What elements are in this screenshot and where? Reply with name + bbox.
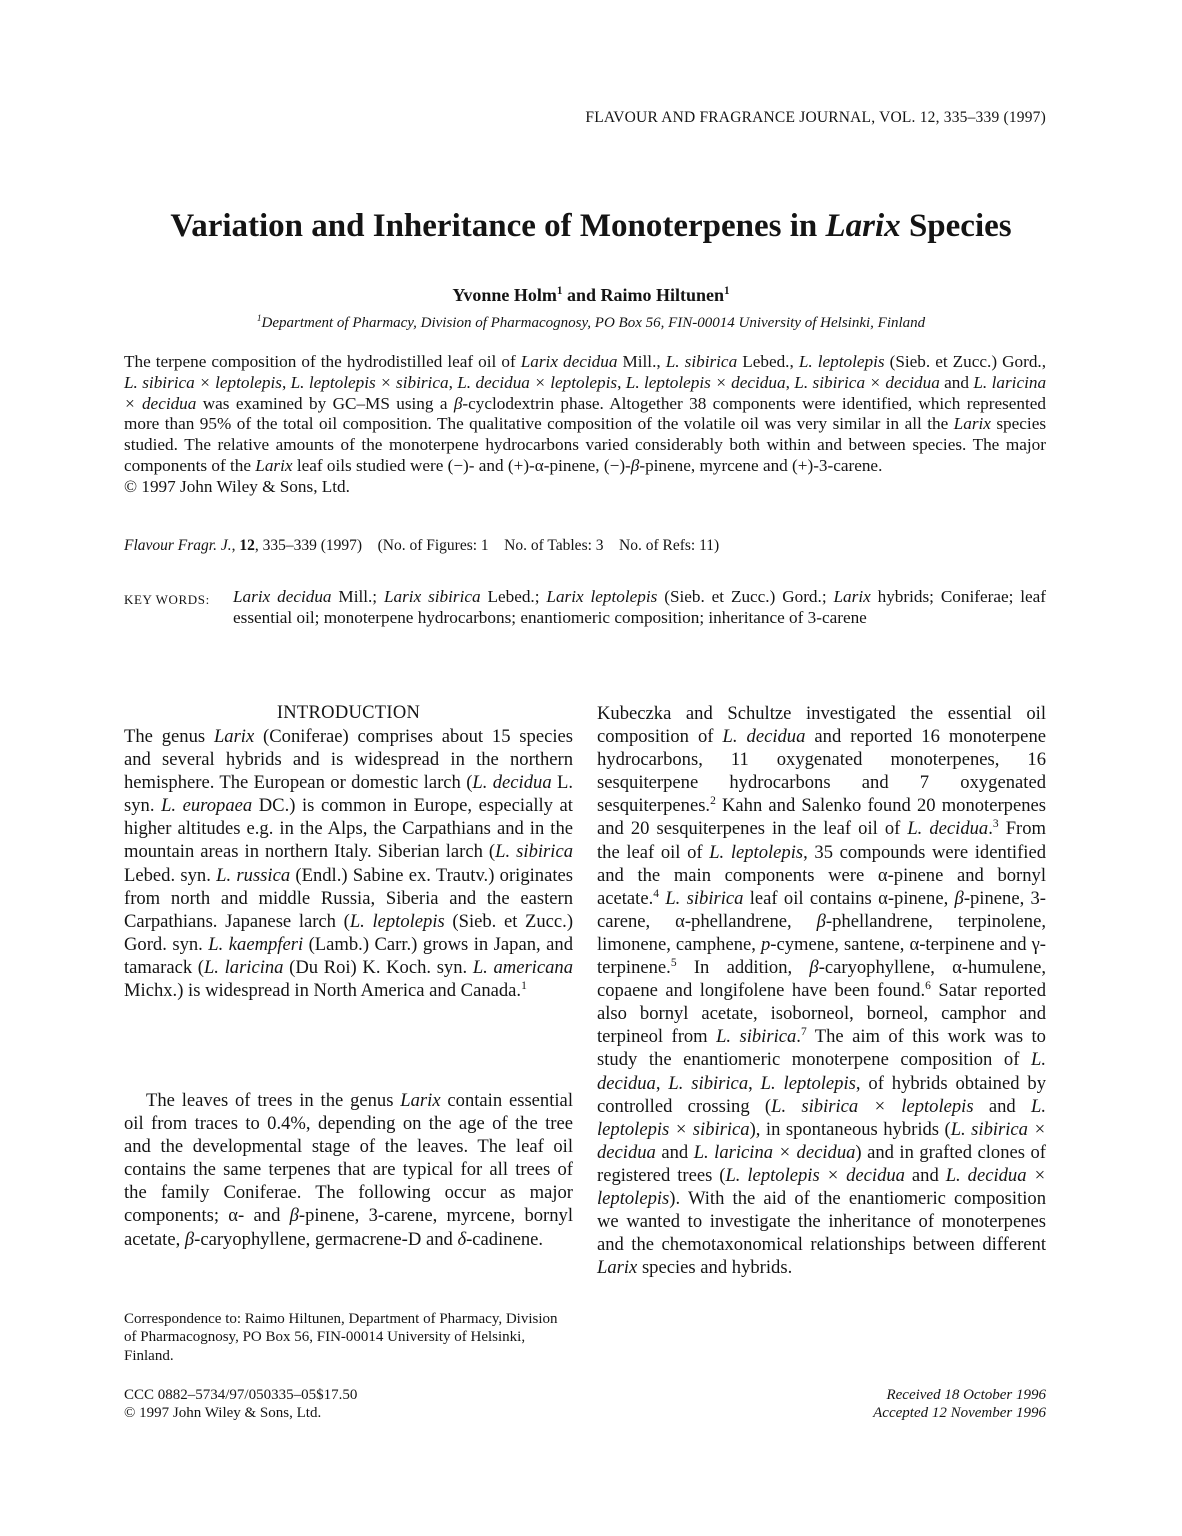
- received-accepted-dates: Received 18 October 1996 Accepted 12 November 1996: [873, 1387, 1046, 1422]
- author-hiltunen: Raimo Hiltunen: [600, 285, 725, 305]
- intro-paragraph-1: The genus Larix (Coniferae) comprises about 15 species and several hybrids and is widespread in the northern hemisphere. The European or domestic larch (L. decidua L. syn. L. europaea DC.) is common in Europe, especially at higher altitudes e.g. in the Alps, the Carpathians and in the mountain areas in northern Italy. Siberian larch (L. sibirica Lebed. syn. L. russica (Endl.) Sabine ex. Trautv.) originates from north and middle Russia, Siberia and the eastern Carpathians. Japanese larch (L. leptolepis (Sieb. et Zucc.) Gord. syn. L. kaempferi (Lamb.) Carr.) grows in Japan, and tamarack (L. laricina (Du Roi) K. Koch. syn. L. americana Michx.) is widespread in North America and Canada.$^1$: [124, 726, 574, 1002]
- author-holm: Yvonne Holm: [452, 285, 557, 305]
- intro-paragraph-2: The leaves of trees in the genus Larix contain essential oil from traces to 0.4%, depending on the age of the tree and the developmental stage of the leaves. The leaf oil contains the same terpenes that are typical for all trees of the family Coniferae. The following occur as major components; α- and β-pinene, 3-carene, myrcene, bornyl acetate, β-caryophyllene, germacrene-D and δ-cadinene.: [124, 1090, 574, 1250]
- citation-line: Flavour Fragr. J., 12, 335–339 (1997) (No. of Figures: 1 No. of Tables: 3 No. of Refs: 11): [124, 537, 720, 554]
- abstract-copyright: © 1997 John Wiley & Sons, Ltd.: [124, 476, 350, 496]
- keywords-list: Larix decidua Mill.; Larix sibirica Lebed.; Larix leptolepis (Sieb. et Zucc.) Gord.; Larix hybrids; Coniferae; leaf essential oil; monoterpene hydrocarbons; enantiomeric composition; inheritance of 3-carene: [233, 587, 1046, 627]
- ccc-code: CCC 0882–5734/97/050335–05$17.50 © 1997 John Wiley & Sons, Ltd.: [124, 1387, 358, 1422]
- author-list: Yvonne Holm$^1$ and Raimo Hiltunen$^1$: [452, 285, 730, 305]
- abstract: The terpene composition of the hydrodistilled leaf oil of Larix decidua Mill., L. sibirica Lebed., L. leptolepis (Sieb. et Zucc.) Gord., L. sibirica × leptolepis, L. leptolepis × sibirica, L. decidua × leptolepis, L. leptolepis × decidua, L. sibirica × decidua and L. laricina × decidua was examined by GC–MS using a β-cyclodextrin phase. Altogether 38 components were identified, which represented more than 95% of the total oil composition. The qualitative composition of the volatile oil was very similar in all the Larix species studied. The relative amounts of the monoterpene hydrocarbons varied considerably both within and between species. The major components of the Larix leaf oils studied were (−)- and (+)-α-pinene, (−)-β-pinene, myrcene and (+)-3-carene. © 1997 John Wiley & Sons, Ltd.: [124, 352, 1047, 496]
- running-head: FLAVOUR AND FRAGRANCE JOURNAL, VOL. 12, 335–339 (1997): [585, 109, 1046, 126]
- intro-paragraph-3: Kubeczka and Schultze investigated the essential oil composition of L. decidua and reported 16 monoterpene hydrocarbons, 11 oxygenated monoterpenes, 16 sesquiterpene hydrocarbons and 7 oxygenated sesquiterpenes.$^2$ Kahn and Salenko found 20 monoterpenes and 20 sesquiterpenes in the leaf oil of L. decidua.$^3$ From the leaf oil of L. leptolepis, 35 compounds were identified and the main components were α-pinene and bornyl acetate.$^4$ L. sibirica leaf oil contains α-pinene, β-pinene, 3-carene, α-phellandrene, β-phellandrene, terpinolene, limonene, camphene, p-cymene, santene, α-terpinene and γ-terpinene.$^5$ In addition, β-caryophyllene, α-humulene, copaene and longifolene have been found.$^6$ Satar reported also bornyl acetate, isoborneol, borneol, camphor and terpineol from L. sibirica.$^7$ The aim of this work was to study the enantiomeric monoterpene composition of L. decidua, L. sibirica, L. leptolepis, of hybrids obtained by controlled crossing (L. sibirica × leptolepis and L. leptolepis × sibirica), in spontaneous hybrids (L. sibirica × decidua and L. laricina × decidua) and in grafted clones of registered trees (L. leptolepis × decidua and L. decidua × leptolepis). With the aid of the enantiomeric composition we wanted to investigate the inheritance of monoterpenes and the chemotaxonomical relationships between different Larix species and hybrids.: [597, 703, 1047, 1279]
- section-heading-introduction: INTRODUCTION: [276, 703, 421, 723]
- keywords-label: KEY WORDS:: [124, 592, 210, 607]
- article-title: Variation and Inheritance of Monoterpenes in Larix Species: [170, 208, 1012, 244]
- affiliation: $^1$Department of Pharmacy, Division of Pharmacognosy, PO Box 56, FIN-00014 University of Helsinki, Finland: [256, 314, 926, 331]
- correspondence-footnote: Correspondence to: Raimo Hiltunen, Department of Pharmacy, Division of Pharmacognosy, PO Box 56, FIN-00014 University of Helsinki, Finland.: [124, 1311, 558, 1364]
